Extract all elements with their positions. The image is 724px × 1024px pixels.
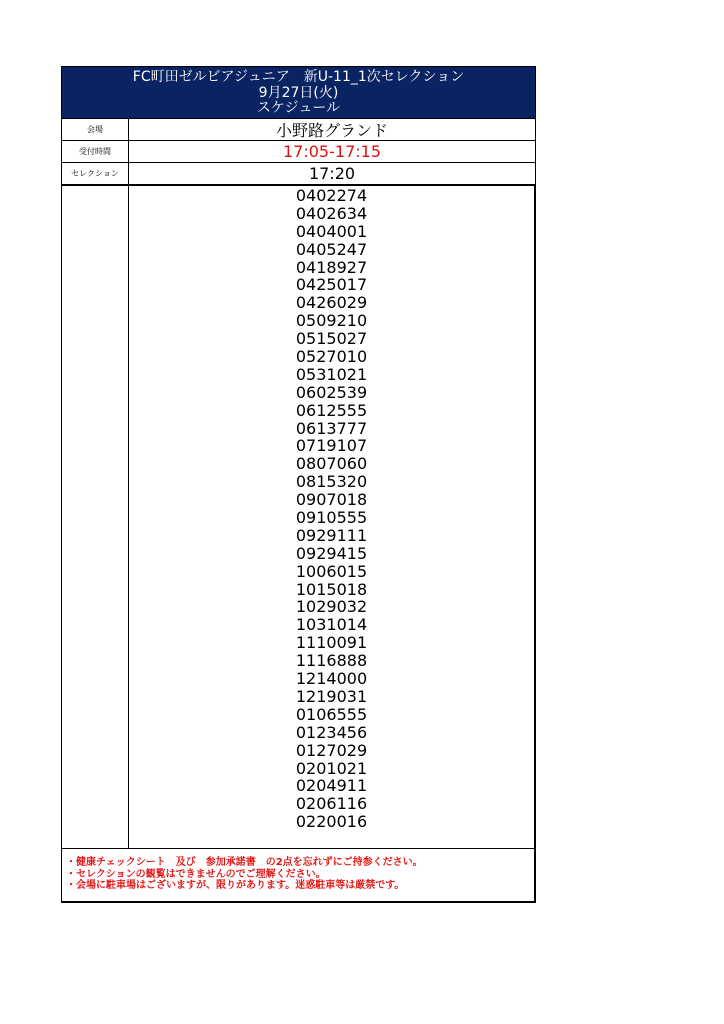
participant-id: 0602539 xyxy=(295,382,368,402)
participant-id: 0907018 xyxy=(295,490,368,510)
participant-id: 0418927 xyxy=(295,257,368,277)
participant-id: 0612555 xyxy=(295,400,368,420)
note-item: ・会場に駐車場はございますが、限りがあります。迷惑駐車等は厳禁です。 xyxy=(66,880,405,891)
participant-id: 1031014 xyxy=(295,615,368,635)
participant-id: 1110091 xyxy=(295,633,368,653)
participant-id: 1015018 xyxy=(295,579,368,599)
selection-row xyxy=(61,163,536,185)
participant-id: 1214000 xyxy=(295,669,368,689)
selection-time: 17:20 xyxy=(308,164,356,183)
selection-label: セレクション xyxy=(62,163,129,184)
participant-id: 0509210 xyxy=(295,311,368,331)
participant-id: 0613777 xyxy=(295,418,368,438)
participant-id: 0929111 xyxy=(295,525,368,545)
participant-id: 0220016 xyxy=(295,812,368,832)
participant-id: 0426029 xyxy=(295,293,368,313)
participant-id: 0719107 xyxy=(295,436,368,456)
participant-id: 0515027 xyxy=(295,329,368,349)
participant-id: 0402274 xyxy=(295,186,368,205)
reception-row xyxy=(61,141,536,163)
schedule-sheet xyxy=(61,66,536,903)
reception-value: 17:05-17:15 xyxy=(283,142,381,161)
participant-id: 0204911 xyxy=(295,776,368,796)
notes-section xyxy=(61,849,536,903)
participant-id: 0127029 xyxy=(295,740,368,760)
venue-label: 会場 xyxy=(62,119,129,140)
header-banner xyxy=(61,66,536,119)
participant-id: 1219031 xyxy=(295,686,368,706)
event-title: FC町田ゼルビアジュニア 新U-11_1次セレクション xyxy=(132,69,465,85)
participant-id: 0201021 xyxy=(295,758,368,778)
participant-id-column xyxy=(129,186,534,848)
participant-list xyxy=(61,185,536,849)
list-label-column xyxy=(62,186,129,848)
participant-id: 0527010 xyxy=(295,347,368,367)
note-item: ・健康チェックシート 及び 参加承諾書 の2点を忘れずにご持参ください。 xyxy=(66,857,423,868)
participant-id: 0910555 xyxy=(295,508,368,528)
participant-id: 0425017 xyxy=(295,275,368,295)
participant-id: 0807060 xyxy=(295,454,368,474)
participant-id: 1006015 xyxy=(295,561,368,581)
participant-id: 0206116 xyxy=(295,794,368,814)
participant-id: 0405247 xyxy=(295,239,368,259)
note-item: ・セレクションの観覧はできませんのでご理解ください。 xyxy=(66,868,326,880)
event-date: 9月27日(火) xyxy=(258,84,339,101)
participant-id: 0531021 xyxy=(295,364,368,384)
reception-label: 受付時間 xyxy=(62,141,129,162)
participant-id: 1029032 xyxy=(295,597,368,617)
participant-id: 0402634 xyxy=(295,203,368,223)
participant-id: 0929415 xyxy=(295,543,368,563)
participant-id: 0106555 xyxy=(295,704,368,724)
participant-id: 0815320 xyxy=(295,472,368,492)
schedule-heading: スケジュール xyxy=(256,100,341,116)
participant-id: 0123456 xyxy=(295,722,368,742)
venue-value: 小野路グランド xyxy=(275,121,388,140)
venue-row xyxy=(61,119,536,141)
participant-id: 1116888 xyxy=(295,651,368,671)
participant-id: 0404001 xyxy=(295,221,368,241)
